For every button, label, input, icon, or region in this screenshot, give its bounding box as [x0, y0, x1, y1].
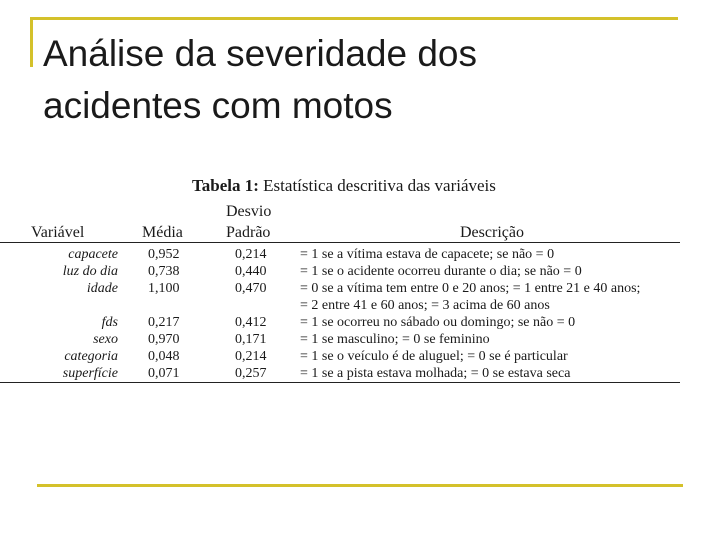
- table-caption-text: Estatística descritiva das variáveis: [258, 176, 496, 195]
- cell-descricao: = 1 se o veículo é de aluguel; = 0 se é particular: [300, 349, 568, 364]
- cell-desvio: 0,214: [235, 247, 267, 262]
- cell-desvio: 0,171: [235, 332, 267, 347]
- cell-descricao: = 0 se a vítima tem entre 0 e 20 anos; = 1 entre 21 e 40 anos;: [300, 281, 641, 296]
- cell-descricao: = 2 entre 41 e 60 anos; = 3 acima de 60 anos: [300, 298, 550, 313]
- header-media: Média: [142, 224, 183, 241]
- cell-desvio: 0,214: [235, 349, 267, 364]
- slide-title-line-2: acidentes com motos: [43, 85, 393, 126]
- header-padrao: Padrão: [226, 224, 271, 241]
- slide-title-line-1: Análise da severidade dos: [43, 33, 478, 74]
- cell-variavel: capacete: [68, 247, 118, 262]
- slide-title: [43, 28, 683, 132]
- cell-variavel: superfície: [62, 366, 118, 381]
- cell-media: 0,738: [148, 264, 180, 279]
- cell-media: 0,970: [148, 332, 180, 347]
- header-desvio: Desvio: [226, 203, 272, 220]
- top-accent-line: [30, 17, 678, 20]
- cell-descricao: = 1 se ocorreu no sábado ou domingo; se não = 0: [300, 315, 576, 330]
- cell-media: 1,100: [148, 281, 180, 296]
- cell-media: 0,952: [148, 247, 180, 262]
- header-variavel: Variável: [31, 224, 85, 241]
- header-rule: [0, 242, 680, 243]
- cell-desvio: 0,440: [235, 264, 267, 279]
- cell-variavel: sexo: [93, 332, 118, 347]
- cell-desvio: 0,412: [235, 315, 267, 330]
- cell-variavel: fds: [101, 315, 118, 330]
- cell-variavel: idade: [86, 281, 118, 296]
- cell-desvio: 0,470: [235, 281, 267, 296]
- header-descricao: Descrição: [460, 224, 524, 241]
- cell-media: 0,048: [148, 349, 180, 364]
- cell-descricao: = 1 se a pista estava molhada; = 0 se estava seca: [300, 366, 571, 381]
- table-caption: [192, 176, 496, 196]
- cell-variavel: categoria: [64, 349, 118, 364]
- cell-variavel: luz do dia: [62, 264, 118, 279]
- bottom-accent-line: [37, 484, 683, 487]
- cell-desvio: 0,257: [235, 366, 267, 381]
- table-caption-label: Tabela 1:: [192, 176, 259, 195]
- cell-descricao: = 1 se a vítima estava de capacete; se não = 0: [300, 247, 555, 262]
- cell-descricao: = 1 se o acidente ocorreu durante o dia; se não = 0: [300, 264, 582, 279]
- bottom-rule: [0, 382, 680, 383]
- left-accent-line: [30, 17, 33, 67]
- cell-media: 0,217: [148, 315, 180, 330]
- cell-media: 0,071: [148, 366, 180, 381]
- cell-descricao: = 1 se masculino; = 0 se feminino: [300, 332, 490, 347]
